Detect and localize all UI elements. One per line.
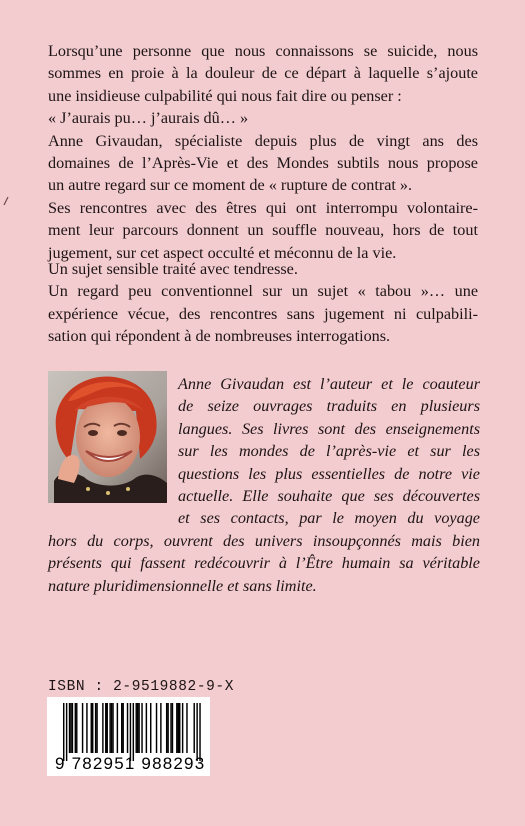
author-photo bbox=[48, 371, 167, 503]
barcode-bar bbox=[170, 703, 171, 753]
author-bio-full bbox=[48, 530, 480, 597]
barcode-bar bbox=[75, 703, 76, 753]
barcode-bar bbox=[102, 703, 103, 753]
bio-line: hors du corps, ouvrent des univers insoupçonnés mais bien bbox=[48, 532, 480, 550]
barcode-bar bbox=[130, 703, 131, 761]
bio-line: de seize ouvrages traduits en plusieurs bbox=[178, 397, 480, 416]
barcode-bar bbox=[133, 703, 134, 761]
barcode-bar bbox=[96, 703, 97, 753]
barcode-bar bbox=[194, 703, 195, 753]
summary-paragraph bbox=[48, 258, 478, 348]
barcode-bar bbox=[121, 703, 122, 753]
barcode-bar bbox=[141, 703, 142, 753]
text-line: jugement, sur cet aspect occulté et méconnu de la vie. bbox=[48, 243, 397, 262]
barcode-bar bbox=[82, 703, 83, 753]
text-line: Un regard peu conventionnel sur un sujet « tabou »… une bbox=[48, 282, 478, 301]
bio-line: présents qui fassent redécouvrir à l’Être humain sa véritable bbox=[48, 554, 480, 573]
barcode-bar bbox=[156, 703, 157, 753]
barcode-bar bbox=[111, 703, 112, 753]
bio-line: nature pluridimensionnelle et sans limite. bbox=[48, 576, 317, 595]
bio-line: Anne Givaudan est l’auteur et le coauteur bbox=[178, 375, 480, 393]
author-portrait-image bbox=[48, 371, 167, 503]
barcode-bar bbox=[107, 703, 108, 753]
barcode-bar bbox=[117, 703, 118, 753]
bio-line: actuelle. Elle souhaite que ses découvertes bbox=[178, 487, 480, 506]
barcode-bar bbox=[86, 703, 87, 753]
barcode-bar bbox=[127, 703, 128, 753]
text-line: sation qui répondent à de nombreuses interrogations. bbox=[48, 327, 391, 346]
barcode-bar bbox=[70, 703, 71, 753]
text-line: sommes en proie à la douleur de ce départ à laquelle s’ajoute bbox=[48, 64, 478, 83]
barcode-bar bbox=[66, 703, 67, 761]
barcode-bar bbox=[196, 703, 197, 761]
barcode-bar bbox=[137, 703, 138, 753]
barcode-bar bbox=[178, 703, 179, 753]
text-line: Anne Givaudan, spécialiste depuis plus de vingt ans des bbox=[48, 131, 478, 150]
barcode-bar bbox=[182, 703, 183, 753]
barcode-bar bbox=[109, 703, 110, 753]
barcode-bar bbox=[150, 703, 151, 753]
barcode-bar bbox=[138, 703, 139, 753]
text-line: Lorsqu’une personne que nous connaissons se suicide, nous bbox=[48, 42, 478, 60]
barcode-bar bbox=[91, 703, 92, 753]
text-line: une insidieuse culpabilité qui nous fait dire ou penser : bbox=[48, 86, 402, 105]
barcode-bar bbox=[186, 703, 187, 753]
bio-line: langues. Ses livres sont des enseignements bbox=[178, 419, 480, 438]
bio-line: sur les mondes de l’après-vie et sur les bbox=[178, 442, 480, 461]
text-line: Un sujet sensible traité avec tendresse. bbox=[48, 260, 298, 278]
barcode-bar bbox=[176, 703, 177, 753]
barcode-bar bbox=[172, 703, 173, 753]
intro-paragraph bbox=[48, 40, 478, 264]
barcode-bar bbox=[136, 703, 137, 753]
barcode-bar bbox=[199, 703, 200, 761]
bio-line: questions les plus essentielles de notre vie bbox=[178, 464, 480, 483]
barcode-bar bbox=[92, 703, 93, 753]
barcode-digits: 9 782951 988293 bbox=[55, 754, 206, 773]
isbn-number: ISBN : 2-9519882-9-X bbox=[48, 679, 235, 695]
barcode-bar bbox=[146, 703, 147, 753]
pen-mark-icon bbox=[3, 196, 9, 206]
text-line: « J’aurais pu… j’aurais dû… » bbox=[48, 109, 249, 128]
barcode-bar bbox=[95, 703, 96, 753]
barcode-bar bbox=[63, 703, 64, 761]
text-line: ment leur parcours donnent un souffle nouveau, hors de tout bbox=[48, 221, 478, 240]
barcode-bar bbox=[72, 703, 73, 753]
bio-line: et ses contacts, par le moyen du voyage bbox=[178, 509, 480, 528]
barcode-bar bbox=[160, 703, 161, 753]
author-bio-side bbox=[178, 373, 480, 530]
text-line: Ses rencontres avec des êtres qui ont interrompu volontaire- bbox=[48, 198, 478, 217]
barcode-bar bbox=[122, 703, 123, 753]
barcode-bar bbox=[69, 703, 70, 753]
barcode-bar bbox=[167, 703, 168, 753]
barcode-bar bbox=[166, 703, 167, 753]
text-line: un autre regard sur ce moment de « rupture de contrat ». bbox=[48, 176, 413, 195]
barcode-bar bbox=[179, 703, 180, 753]
text-line: expérience vécue, des rencontres sans jugement ni culpabili- bbox=[48, 304, 478, 323]
barcode-bar bbox=[76, 703, 77, 753]
barcode-bar bbox=[112, 703, 113, 753]
text-line: domaines de l’Après-Vie et des Mondes subtils nous propose bbox=[48, 154, 478, 173]
barcode-bar bbox=[105, 703, 106, 753]
